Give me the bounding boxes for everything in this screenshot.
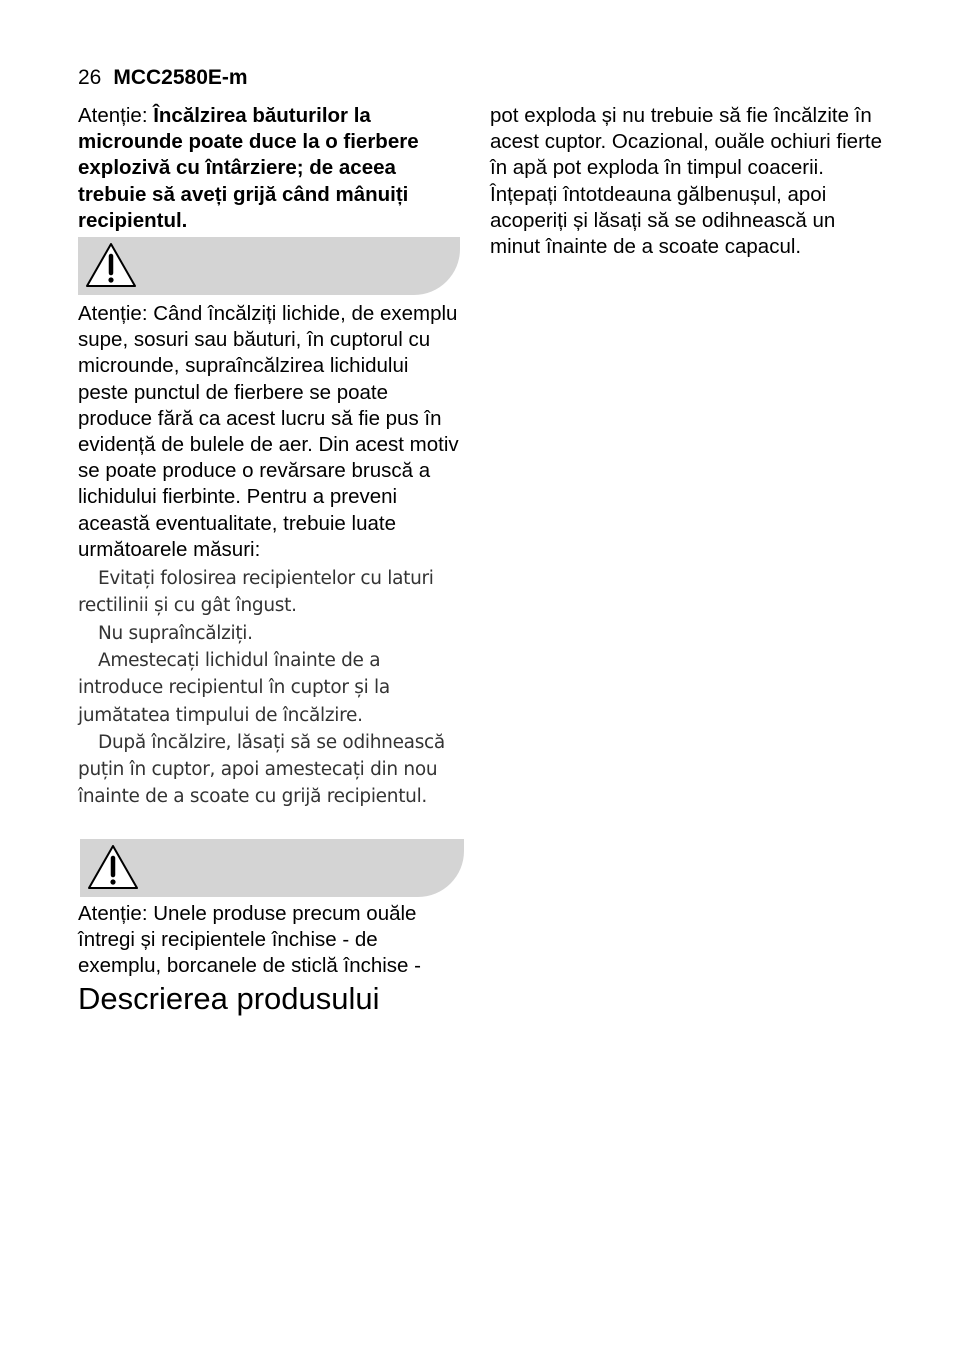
- page-number: 26: [78, 66, 102, 89]
- list-item: Nu supraîncălziți.: [98, 622, 253, 644]
- warning-bar-1: [78, 237, 460, 295]
- warning-triangle-icon: [84, 241, 138, 289]
- continuation-paragraph: pot exploda și nu trebuie să fie încălzite în acest cuptor. Ocazional, ouăle ochiuri fierte în apă pot exploda în timpul coacerii. Înțepați întotdeauna gălbenușul, apoi acoperiți și lăsați să se odihnească un minut înainte de a scoate capacul.: [490, 104, 882, 259]
- list-item: După încălzire, lăsați să se odihnească puțin în cuptor, apoi amestecați din nou înainte de a scoate cu grijă recipientul.: [78, 731, 445, 808]
- left-column: [78, 103, 468, 1017]
- warning-bar-2: [80, 839, 464, 897]
- warning-triangle-icon: [86, 843, 140, 891]
- intro-paragraph: [78, 103, 460, 234]
- model-name: MCC2580E-m: [113, 66, 248, 89]
- measures-list: [78, 565, 463, 811]
- intro-label: Atenție:: [78, 104, 154, 127]
- list-item: Amestecați lichidul înainte de a introduce recipientul în cuptor și la jumătatea timpului de încălzire.: [78, 649, 390, 726]
- intro-bold-text: Încălzirea băuturilor la microunde poate duce la o fierbere explozivă cu întârziere; de aceea trebuie să aveți grijă când mânuiți recipientul.: [78, 104, 419, 232]
- list-item: Evitați folosirea recipientelor cu laturi rectilinii și cu gât îngust.: [78, 568, 434, 617]
- page-header: [78, 66, 248, 90]
- right-column: [490, 103, 890, 260]
- warning-1-paragraph: Atenție: Când încălziți lichide, de exemplu supe, sosuri sau băuturi, în cuptorul cu microunde, supraîncălzirea lichidului peste punctul de fierbere se poate produce fără ca acest lucru să fie pus în evidență de bulele de aer. Din acest motiv se poate produce o revărsare bruscă a lichidului fierbinte. Pentru a preveni această eventualitate, trebuie luate următoarele măsuri:: [78, 302, 459, 561]
- warning-2-paragraph: Atenție: Unele produse precum ouăle întregi și recipientele închise - de exemplu, borcanele de sticlă închise -: [78, 901, 421, 978]
- section-title: Descrierea produsului: [78, 981, 380, 1017]
